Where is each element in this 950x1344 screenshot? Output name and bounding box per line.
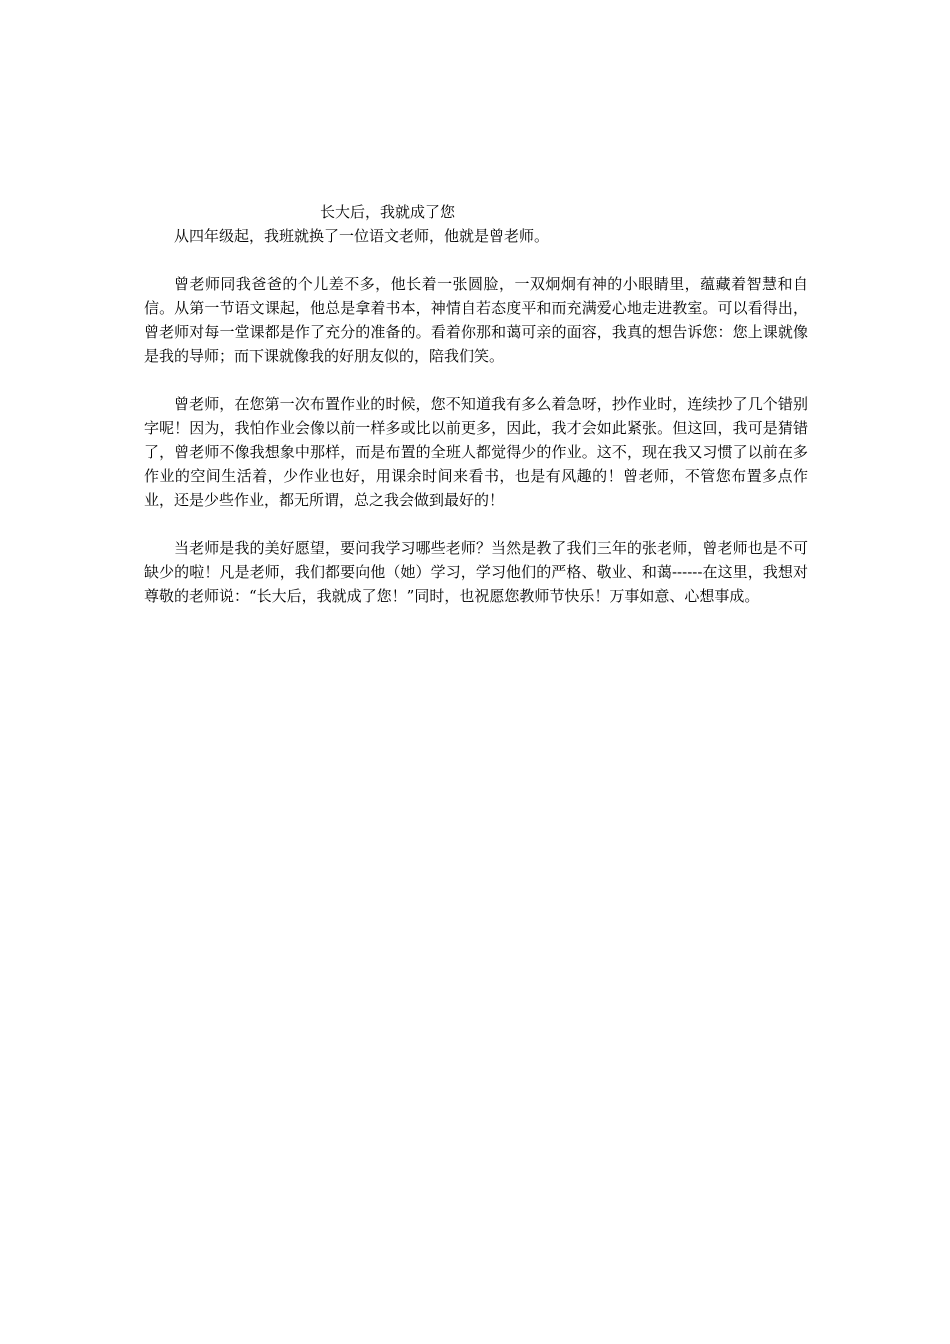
paragraph-2: 曾老师同我爸爸的个儿差不多，他长着一张圆脸，一双炯炯有神的小眼睛里，蕴藏着智慧和自信。从第一节语文课起，他总是拿着书本，神情自若态度平和而充满爱心地走进教室。可以看得出，曾老师对每一堂课都是作了充分的准备的。看着你那和蔼可亲的面容，我真的想告诉您：您上课就像是我的导师；而下课就像我的好朋友似的，陪我们笑。 [144, 275, 808, 365]
document-body [144, 200, 808, 632]
paragraph-4: 当老师是我的美好愿望，要问我学习哪些老师？当然是教了我们三年的张老师，曾老师也是不可缺少的啦！凡是老师，我们都要向他（她）学习，学习他们的严格、敬业、和蔼------在这里，我想对尊敬的老师说：“长大后，我就成了您！”同时，也祝愿您教师节快乐！万事如意、心想事成。 [144, 539, 808, 605]
paragraph-3: 曾老师，在您第一次布置作业的时候，您不知道我有多么着急呀，抄作业时，连续抄了几个错别字呢！因为，我怕作业会像以前一样多或比以前更多，因此，我才会如此紧张。但这回，我可是猜错了，曾老师不像我想象中那样，而是布置的全班人都觉得少的作业。这不，现在我又习惯了以前在多作业的空间生活着，少作业也好，用课余时间来看书，也是有风趣的！曾老师，不管您布置多点作业，还是少些作业，都无所谓，总之我会做到最好的！ [144, 395, 808, 509]
document-title: 长大后，我就成了您 [320, 203, 456, 221]
paragraph-1: 从四年级起，我班就换了一位语文老师，他就是曾老师。 [174, 227, 550, 245]
